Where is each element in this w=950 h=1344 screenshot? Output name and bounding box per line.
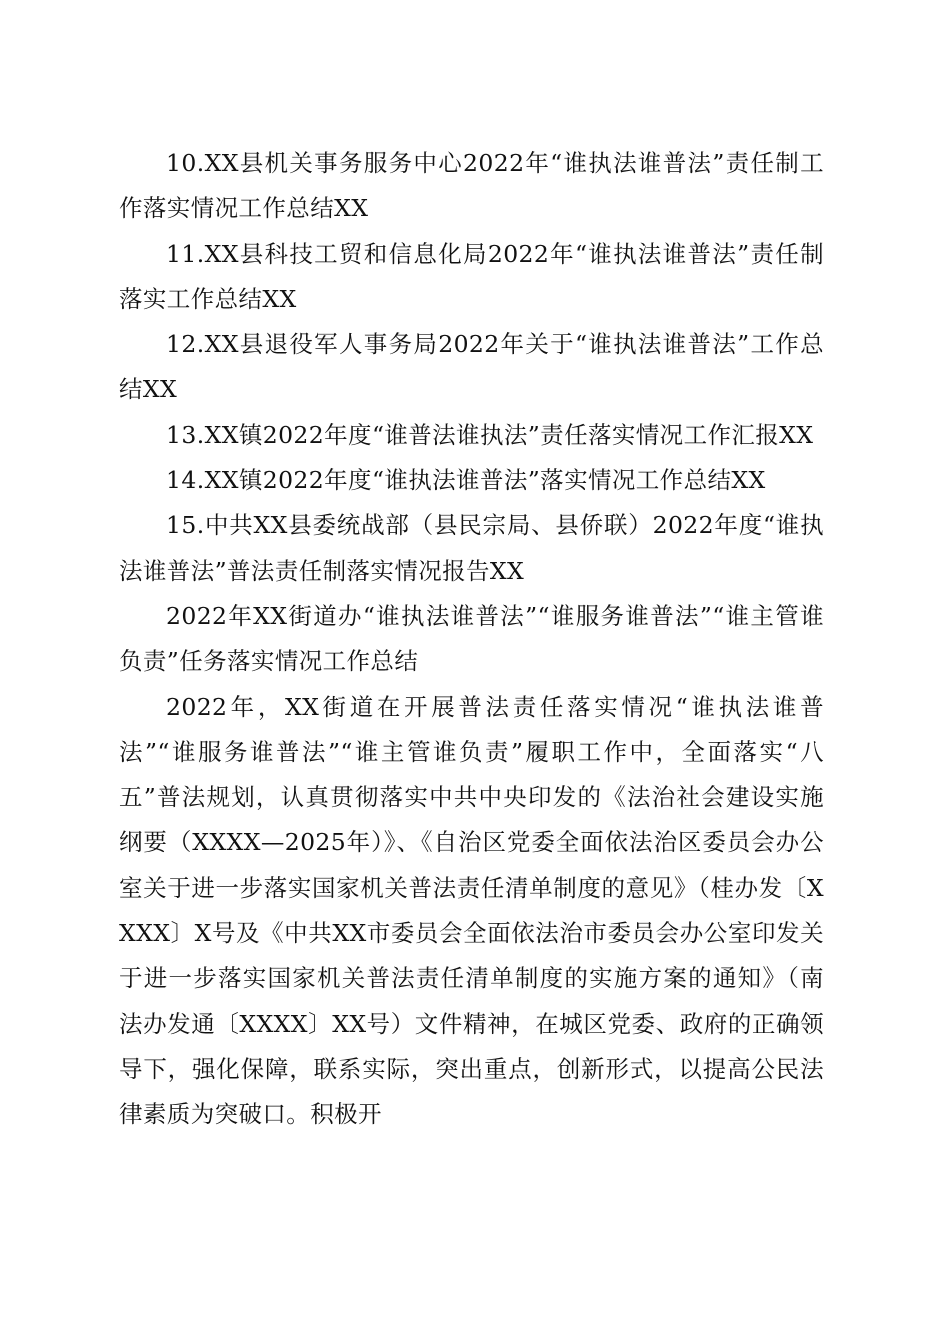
list-item-11: 11.XX县科技工贸和信息化局2022年“谁执法谁普法”责任制落实工作总结XX [119, 239, 824, 313]
list-item-12: 12.XX县退役军人事务局2022年关于“谁执法谁普法”工作总结XX [119, 330, 824, 404]
list-item-13: 13.XX镇2022年度“谁普法谁执法”责任落实情况工作汇报XX [166, 420, 814, 449]
list-item-14: 14.XX镇2022年度“谁执法谁普法”落实情况工作总结XX [166, 466, 766, 495]
document-body [119, 141, 824, 1138]
section-title: 2022年XX街道办“谁执法谁普法”“谁服务谁普法”“谁主管谁负责”任务落实情况工作总结 [119, 601, 824, 676]
list-item-15: 15.中共XX县委统战部（县民宗局、县侨联）2022年度“谁执法谁普法”普法责任制落实情况报告XX [119, 511, 824, 585]
list-item-10: 10.XX县机关事务服务中心2022年“谁执法谁普法”责任制工作落实情况工作总结XX [119, 149, 824, 223]
body-paragraph: 2022年，XX街道在开展普法责任落实情况“谁执法谁普法”“谁服务谁普法”“谁主管谁负责”履职工作中，全面落实“八五”普法规划，认真贯彻落实中共中央印发的《法治社会建设实施纲要（XXXX—2025年）》、《自治区党委全面依法治区委员会办公室关于进一步落实国家机关普法责任清单制度的意见》（桂办发〔XXXX〕X号及《中共XX市委员会全面依法治市委员会办公室印发关于进一步落实国家机关普法责任清单制度的实施方案的通知》（南法办发通〔XXXX〕XX号）文件精神，在城区党委、政府的正确领导下，强化保障，联系实际，突出重点，创新形式，以提高公民法律素质为突破口。积极开 [119, 692, 824, 1129]
